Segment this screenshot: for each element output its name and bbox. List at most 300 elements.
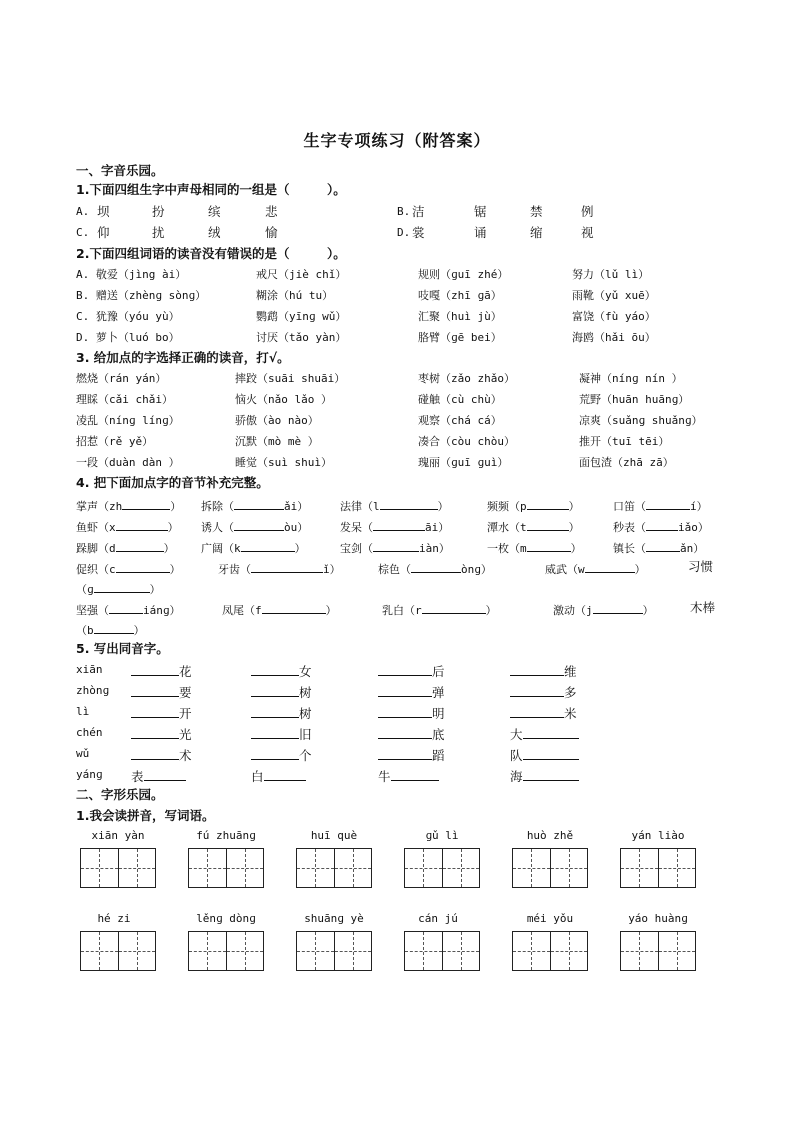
writing-cell[interactable]	[118, 849, 156, 887]
exercise-item	[251, 767, 306, 785]
exercise-item	[510, 662, 577, 680]
text-q1-options-0-chars-3: 悲	[265, 204, 278, 219]
text-q2-rows-3-1: 讨厌（tǎo yàn）	[256, 331, 347, 344]
text-q5-rows-5-items-0: 表	[131, 769, 144, 784]
text-q3-rows-2-0: 凌乱（nínɡ línɡ）	[76, 414, 180, 427]
text-q2-rows-2-3: 富饶（fù yáo）	[572, 310, 656, 323]
exercise-item	[510, 725, 579, 743]
text-q4-rows-0-1-2: ）	[297, 500, 309, 513]
text-q2-rows-3-0: D. 萝卜（luó bo）	[76, 331, 180, 344]
answer-blank[interactable]	[131, 704, 179, 718]
text-q2-rows-3-3: 海鸥（hǎi ōu）	[572, 331, 656, 344]
text-q1-options-2-chars-1: 扰	[152, 225, 165, 240]
writing-box[interactable]	[620, 931, 696, 971]
exercise-item	[487, 517, 580, 536]
exercise-item	[510, 746, 579, 764]
grid-pinyin: méi yǒu	[526, 912, 574, 925]
writing-box[interactable]	[404, 931, 480, 971]
text-q4-rows-0-3-2: ）	[568, 500, 580, 513]
exercise-item	[251, 683, 312, 701]
text-q5-rows-0-items-0: 花	[179, 664, 192, 679]
text-q2-rows-0-0: A. 敬爱（jìng ài）	[76, 268, 187, 281]
writing-box[interactable]	[512, 931, 588, 971]
text-q1-options-3-chars-1: 诵	[474, 225, 487, 240]
text-q1-options-0-chars-1: 扮	[152, 204, 165, 219]
text-q2-rows-2-1: 鹦鹉（yīnɡ wǔ）	[256, 310, 347, 323]
answer-blank[interactable]	[646, 517, 678, 531]
text-q4-row5-1-0: 凤尾（	[222, 604, 255, 617]
text-q3-rows-0-1: 摔跤（suāi shuāi）	[235, 372, 346, 385]
text-q5-rows-2-items-1: 树	[299, 706, 312, 721]
q2-prompt: 2.下面四组词语的读音没有错误的是（ ）。	[76, 246, 346, 261]
exercise-item	[378, 725, 445, 743]
writing-box[interactable]	[296, 848, 372, 888]
answer-blank[interactable]	[234, 496, 284, 510]
text-q4-rows-2-3-0: 一枚（	[487, 542, 520, 555]
exercise-item	[222, 600, 337, 619]
q6-prompt: 1.我会读拼音，写词语。	[76, 808, 215, 823]
text-q5-rows-5-items-3: 海	[510, 769, 523, 784]
text-q4-rows-0-3-1: p	[520, 500, 527, 513]
text-q3-rows-2-2: 观察（chá cá）	[418, 414, 502, 427]
writing-cell[interactable]	[550, 932, 588, 970]
exercise-item	[76, 517, 179, 536]
writing-cell[interactable]	[405, 932, 442, 970]
q3-prompt: 3. 给加点的字选择正确的读音，打√。	[76, 350, 290, 365]
text-q5-rows-0-py: xiān	[76, 663, 103, 676]
writing-cell[interactable]	[442, 849, 480, 887]
text-q5-rows-0-items-1: 女	[299, 664, 312, 679]
page-title: 生字专项练习（附答案）	[303, 131, 491, 150]
writing-box[interactable]	[620, 848, 696, 888]
text-q4-rows-0-0-2: ）	[170, 500, 182, 513]
exercise-item	[201, 496, 308, 515]
text-q4-rows-1-0-0: 鱼虾（	[76, 521, 109, 534]
text-q3-rows-1-3: 荒野（huān huānɡ）	[579, 393, 690, 406]
answer-blank[interactable]	[510, 704, 564, 718]
text-q4-rows-0-4-2: ）	[696, 500, 708, 513]
answer-blank[interactable]	[251, 559, 323, 573]
text-q4-rows-2-2-2: ）	[438, 542, 450, 555]
answer-blank[interactable]	[94, 579, 150, 593]
exercise-item	[251, 704, 312, 722]
text-q4-rows-1-3-0: 潭水（	[487, 521, 520, 534]
text-q3-rows-4-2: 瑰丽（ɡuī ɡuì）	[418, 456, 509, 469]
text-q2-rows-0-2: 规则（ɡuī zhé）	[418, 268, 509, 281]
answer-blank[interactable]	[131, 683, 179, 697]
text-q4-row4-0-0: 促织（	[76, 563, 109, 576]
exercise-item	[378, 559, 492, 578]
writing-cell[interactable]	[189, 932, 226, 970]
text-q4-row4-0-1: c	[109, 563, 116, 576]
writing-box[interactable]	[188, 931, 264, 971]
writing-box[interactable]	[512, 848, 588, 888]
exercise-item	[251, 662, 312, 680]
answer-blank[interactable]	[251, 725, 299, 739]
text-q5-rows-0-items-2: 后	[432, 664, 445, 679]
text-q2-rows-2-0: C. 犹豫（yóu yù）	[76, 310, 180, 323]
text-q5-rows-2-items-0: 开	[179, 706, 192, 721]
answer-blank[interactable]	[391, 767, 439, 781]
section-1-heading: 一、字音乐园。	[76, 163, 164, 178]
answer-blank[interactable]	[523, 725, 579, 739]
writing-cell[interactable]	[297, 932, 334, 970]
answer-blank[interactable]	[378, 725, 432, 739]
exercise-item	[201, 517, 308, 536]
text-q4-row5_cont-1: b	[87, 624, 94, 637]
answer-blank[interactable]	[373, 538, 419, 552]
exercise-item	[378, 767, 439, 785]
answer-blank[interactable]	[94, 620, 134, 634]
exercise-item	[131, 704, 192, 722]
exercise-item	[131, 725, 192, 743]
text-q4-row4-2-0: 棕色（	[378, 563, 411, 576]
answer-blank[interactable]	[378, 662, 432, 676]
text-q4-row5-3-1: j	[586, 604, 593, 617]
text-q5-rows-3-items-1: 旧	[299, 727, 312, 742]
text-q3-rows-0-0: 燃烧（rán yán）	[76, 372, 167, 385]
text-q1-options-2-chars-2: 绒	[208, 225, 221, 240]
q5-prompt: 5. 写出同音字。	[76, 641, 169, 656]
answer-blank[interactable]	[116, 538, 164, 552]
text-q2-rows-2-2: 汇聚（huì jù）	[418, 310, 502, 323]
exercise-item	[76, 620, 145, 639]
writing-cell[interactable]	[550, 849, 588, 887]
text-q4-row4_tail: 习惯	[688, 559, 714, 574]
answer-blank[interactable]	[380, 496, 438, 510]
text-q3-rows-3-2: 凑合（còu chòu）	[418, 435, 515, 448]
exercise-item	[378, 683, 445, 701]
answer-blank[interactable]	[523, 767, 579, 781]
text-q4-row4-1-2: ）	[329, 563, 341, 576]
answer-blank[interactable]	[131, 746, 179, 760]
text-q3-rows-4-1: 睡觉（suì shuì）	[235, 456, 332, 469]
text-q2-rows-1-1: 糊涂（hú tu）	[256, 289, 334, 302]
writing-cell[interactable]	[513, 849, 550, 887]
writing-cell[interactable]	[81, 932, 118, 970]
writing-cell[interactable]	[226, 849, 264, 887]
answer-blank[interactable]	[422, 600, 486, 614]
answer-blank[interactable]	[593, 600, 643, 614]
exercise-item	[251, 746, 312, 764]
answer-blank[interactable]	[109, 600, 143, 614]
text-q1-options-0-chars-0: 坝	[97, 204, 110, 219]
answer-blank[interactable]	[251, 704, 299, 718]
text-q5-rows-2-items-2: 明	[432, 706, 445, 721]
grid-pinyin: lěnɡ dònɡ	[196, 912, 256, 925]
grid-pinyin: ɡǔ lì	[425, 829, 459, 842]
writing-cell[interactable]	[189, 849, 226, 887]
text-q4-row4-2-2: ）	[480, 563, 492, 576]
answer-blank[interactable]	[527, 496, 569, 510]
exercise-item	[613, 538, 704, 557]
text-q5-rows-1-py: zhònɡ	[76, 684, 110, 697]
writing-box[interactable]	[80, 931, 156, 971]
writing-cell[interactable]	[442, 932, 480, 970]
text-q2-rows-1-0: B. 赠送（zhènɡ sònɡ）	[76, 289, 207, 302]
text-q4-rows-1-1-1: òu	[284, 521, 298, 534]
answer-blank[interactable]	[251, 683, 299, 697]
exercise-item	[131, 746, 192, 764]
text-q3-rows-3-3: 推开（tuī tēi）	[579, 435, 670, 448]
text-q4-rows-2-4-0: 镇长（	[613, 542, 646, 555]
grid-pinyin: yán liào	[631, 829, 685, 842]
text-q4-rows-1-3-2: ）	[568, 521, 580, 534]
answer-blank[interactable]	[241, 538, 295, 552]
text-q4-rows-1-0-2: ）	[167, 521, 179, 534]
text-q3-rows-3-0: 招惹（rě yě）	[76, 435, 154, 448]
answer-blank[interactable]	[378, 683, 432, 697]
text-q5-rows-3-items-0: 光	[179, 727, 192, 742]
grid-pinyin: huī què	[310, 829, 358, 842]
text-q4-rows-0-4-1: í	[690, 500, 697, 513]
exercise-item	[218, 559, 341, 578]
text-q5-rows-4-py: wǔ	[76, 747, 90, 760]
text-q4-row5_tail: 木棒	[690, 600, 716, 615]
grid-pinyin: huò zhě	[526, 829, 574, 842]
text-q4-row5_cont-0: （	[76, 624, 87, 637]
writing-cell[interactable]	[226, 932, 264, 970]
answer-blank[interactable]	[523, 746, 579, 760]
answer-blank[interactable]	[262, 600, 326, 614]
text-q4-rows-1-0-1: x	[109, 521, 116, 534]
text-q1-options-2-chars-0: 仰	[97, 225, 110, 240]
grid-pinyin: yáo huànɡ	[628, 912, 688, 925]
writing-box[interactable]	[404, 848, 480, 888]
writing-box[interactable]	[188, 848, 264, 888]
text-q5-rows-5-items-2: 牛	[378, 769, 391, 784]
exercise-item	[510, 704, 577, 722]
text-q4-rows-1-2-0: 发呆（	[340, 521, 373, 534]
text-q3-rows-1-0: 理睬（cǎi chǎi）	[76, 393, 173, 406]
text-q4-row5-3-2: ）	[642, 604, 654, 617]
exercise-item	[613, 517, 709, 536]
text-q4-rows-2-1-1: k	[234, 542, 241, 555]
text-q4-row5-3-0: 激动（	[553, 604, 586, 617]
text-q4-rows-2-0-0: 跺脚（	[76, 542, 109, 555]
text-q4-rows-2-1-0: 广阔（	[201, 542, 234, 555]
answer-blank[interactable]	[131, 725, 179, 739]
answer-blank[interactable]	[510, 662, 564, 676]
text-q4-rows-2-3-2: ）	[570, 542, 582, 555]
text-q1-options-1-letter: B.	[397, 205, 411, 218]
exercise-item	[131, 683, 192, 701]
text-q4-row4-1-0: 牙齿（	[218, 563, 251, 576]
exercise-item	[613, 496, 708, 515]
text-q3-rows-1-1: 恼火（nǎo lǎo ）	[235, 393, 332, 406]
text-q2-rows-0-3: 努力（lǔ lì）	[572, 268, 650, 281]
exercise-item	[76, 579, 161, 598]
text-q4-rows-0-2-1: l	[373, 500, 380, 513]
text-q4-rows-2-4-1: ǎn	[680, 542, 694, 555]
exercise-item	[378, 746, 445, 764]
text-q5-rows-4-items-3: 队	[510, 748, 523, 763]
text-q4-rows-1-4-0: 秒表（	[613, 521, 646, 534]
exercise-item	[510, 683, 577, 701]
text-q1-options-1-chars-1: 锯	[474, 204, 487, 219]
text-q5-rows-3-py: chén	[76, 726, 103, 739]
writing-box[interactable]	[80, 848, 156, 888]
text-q5-rows-2-items-3: 米	[564, 706, 577, 721]
text-q4-rows-1-2-2: ）	[438, 521, 450, 534]
text-q5-rows-3-items-2: 底	[432, 727, 445, 742]
text-q5-rows-0-items-3: 维	[564, 664, 577, 679]
text-q4-rows-2-2-0: 宝剑（	[340, 542, 373, 555]
exercise-item	[487, 496, 580, 515]
answer-blank[interactable]	[251, 662, 299, 676]
text-q4-rows-2-1-2: ）	[294, 542, 306, 555]
text-q1-options-2-chars-3: 愉	[265, 225, 278, 240]
answer-blank[interactable]	[264, 767, 306, 781]
text-q4-row4-2-1: ònɡ	[461, 563, 481, 576]
text-q1-options-1-chars-2: 禁	[530, 204, 543, 219]
writing-cell[interactable]	[658, 849, 696, 887]
answer-blank[interactable]	[585, 559, 635, 573]
text-q4-row5-2-1: r	[415, 604, 422, 617]
answer-blank[interactable]	[131, 662, 179, 676]
exercise-item	[131, 662, 192, 680]
text-q1-options-1-chars-3: 例	[581, 204, 594, 219]
writing-cell[interactable]	[334, 932, 372, 970]
exercise-item	[510, 767, 579, 785]
text-q4-row4_cont-1: ɡ	[87, 583, 94, 596]
text-q4-rows-2-3-1: m	[520, 542, 527, 555]
text-q4-rows-1-2-1: āi	[425, 521, 439, 534]
grid-pinyin: xiān yàn	[91, 829, 145, 842]
writing-cell[interactable]	[334, 849, 372, 887]
exercise-item	[545, 559, 646, 578]
text-q4-row4_cont-0: （	[76, 583, 87, 596]
answer-blank[interactable]	[646, 538, 680, 552]
answer-blank[interactable]	[373, 517, 425, 531]
text-q4-row5-2-2: ）	[485, 604, 497, 617]
answer-blank[interactable]	[116, 559, 170, 573]
text-q1-options-3-chars-2: 缩	[530, 225, 543, 240]
exercise-item	[340, 496, 449, 515]
answer-blank[interactable]	[144, 767, 186, 781]
grid-pinyin: cán jú	[418, 912, 458, 925]
text-q5-rows-4-items-1: 个	[299, 748, 312, 763]
exercise-item	[76, 600, 181, 619]
text-q2-rows-1-3: 雨靴（yǔ xuē）	[572, 289, 656, 302]
exercise-item	[487, 538, 582, 557]
text-q4-row5_cont-2: ）	[133, 624, 145, 637]
text-q1-options-0-letter: A.	[76, 205, 90, 218]
writing-cell[interactable]	[621, 849, 658, 887]
text-q4-rows-2-0-2: ）	[163, 542, 175, 555]
text-q4-row5-0-0: 坚强（	[76, 604, 109, 617]
writing-cell[interactable]	[405, 849, 442, 887]
text-q4-rows-0-1-0: 拆除（	[201, 500, 234, 513]
answer-blank[interactable]	[646, 496, 690, 510]
writing-cell[interactable]	[513, 932, 550, 970]
exercise-item	[378, 704, 445, 722]
answer-blank[interactable]	[122, 496, 170, 510]
text-q4-rows-0-0-0: 掌声（	[76, 500, 109, 513]
answer-blank[interactable]	[527, 517, 569, 531]
text-q3-rows-0-2: 枣树（zǎo zhǎo）	[418, 372, 515, 385]
text-q4-row5-1-1: f	[255, 604, 262, 617]
text-q1-options-1-chars-0: 洁	[412, 204, 425, 219]
text-q1-options-0-chars-2: 缤	[208, 204, 221, 219]
writing-cell[interactable]	[621, 932, 658, 970]
writing-cell[interactable]	[297, 849, 334, 887]
text-q4-row4-3-1: w	[578, 563, 585, 576]
writing-box[interactable]	[296, 931, 372, 971]
text-q4-row4-3-2: ）	[634, 563, 646, 576]
writing-cell[interactable]	[118, 932, 156, 970]
text-q5-rows-1-items-3: 多	[564, 685, 577, 700]
text-q4-rows-0-4-0: 口笛（	[613, 500, 646, 513]
text-q2-rows-0-1: 戒尺（jiè chǐ）	[256, 268, 347, 281]
text-q4-rows-0-2-0: 法律（	[340, 500, 373, 513]
text-q5-rows-5-py: yánɡ	[76, 768, 103, 781]
text-q4-rows-0-0-1: zh	[109, 500, 123, 513]
text-q1-options-3-chars-0: 裳	[412, 225, 425, 240]
exercise-item	[340, 517, 449, 536]
writing-cell[interactable]	[658, 932, 696, 970]
text-q3-rows-2-1: 骄傲（ào nào）	[235, 414, 319, 427]
text-q5-rows-5-items-1: 白	[251, 769, 264, 784]
text-q3-rows-0-3: 凝神（nínɡ nín ）	[579, 372, 683, 385]
grid-pinyin: hé zi	[97, 912, 131, 925]
text-q4-row4-0-2: ）	[169, 563, 181, 576]
text-q4-rows-2-4-2: ）	[693, 542, 705, 555]
answer-blank[interactable]	[378, 746, 432, 760]
answer-blank[interactable]	[116, 517, 168, 531]
answer-blank[interactable]	[378, 704, 432, 718]
text-q4-rows-1-1-2: ）	[297, 521, 309, 534]
text-q3-rows-2-3: 凉爽（suǎnɡ shuǎnɡ）	[579, 414, 703, 427]
text-q5-rows-2-py: lì	[76, 705, 90, 718]
answer-blank[interactable]	[251, 746, 299, 760]
text-q5-rows-4-items-0: 术	[179, 748, 192, 763]
text-q1-options-3-letter: D.	[397, 226, 411, 239]
text-q1-options-2-letter: C.	[76, 226, 90, 239]
exercise-item	[201, 538, 306, 557]
exercise-item	[378, 662, 445, 680]
text-q4-rows-1-4-1: iǎo	[678, 521, 698, 534]
answer-blank[interactable]	[411, 559, 461, 573]
text-q4-rows-0-2-2: ）	[437, 500, 449, 513]
text-q1-options-3-chars-3: 视	[581, 225, 594, 240]
answer-blank[interactable]	[510, 683, 564, 697]
exercise-item	[382, 600, 497, 619]
text-q4-row5-1-2: ）	[325, 604, 337, 617]
text-q4-row5-2-0: 乳白（	[382, 604, 415, 617]
q1-prompt: 1.下面四组生字中声母相同的一组是（ ）。	[76, 182, 346, 197]
exercise-item	[76, 559, 181, 578]
writing-cell[interactable]	[81, 849, 118, 887]
text-q4-rows-2-0-1: d	[109, 542, 116, 555]
exercise-item	[76, 538, 175, 557]
text-q3-rows-1-2: 碰触（cù chù）	[418, 393, 502, 406]
text-q4-rows-1-1-0: 诱人（	[201, 521, 234, 534]
q4-prompt: 4. 把下面加点字的音节补充完整。	[76, 475, 269, 490]
answer-blank[interactable]	[234, 517, 284, 531]
text-q5-rows-4-items-2: 蹈	[432, 748, 445, 763]
answer-blank[interactable]	[527, 538, 571, 552]
text-q4-rows-1-4-2: ）	[697, 521, 709, 534]
text-q4-rows-1-3-1: t	[520, 521, 527, 534]
grid-pinyin: shuānɡ yè	[304, 912, 364, 925]
text-q4-row4_cont-2: ）	[149, 583, 161, 596]
exercise-item	[131, 767, 186, 785]
text-q3-rows-4-3: 面包渣（zhā zā）	[579, 456, 674, 469]
text-q5-rows-1-items-0: 要	[179, 685, 192, 700]
exercise-item	[76, 496, 181, 515]
text-q4-row4-1-1: ǐ	[323, 563, 330, 576]
